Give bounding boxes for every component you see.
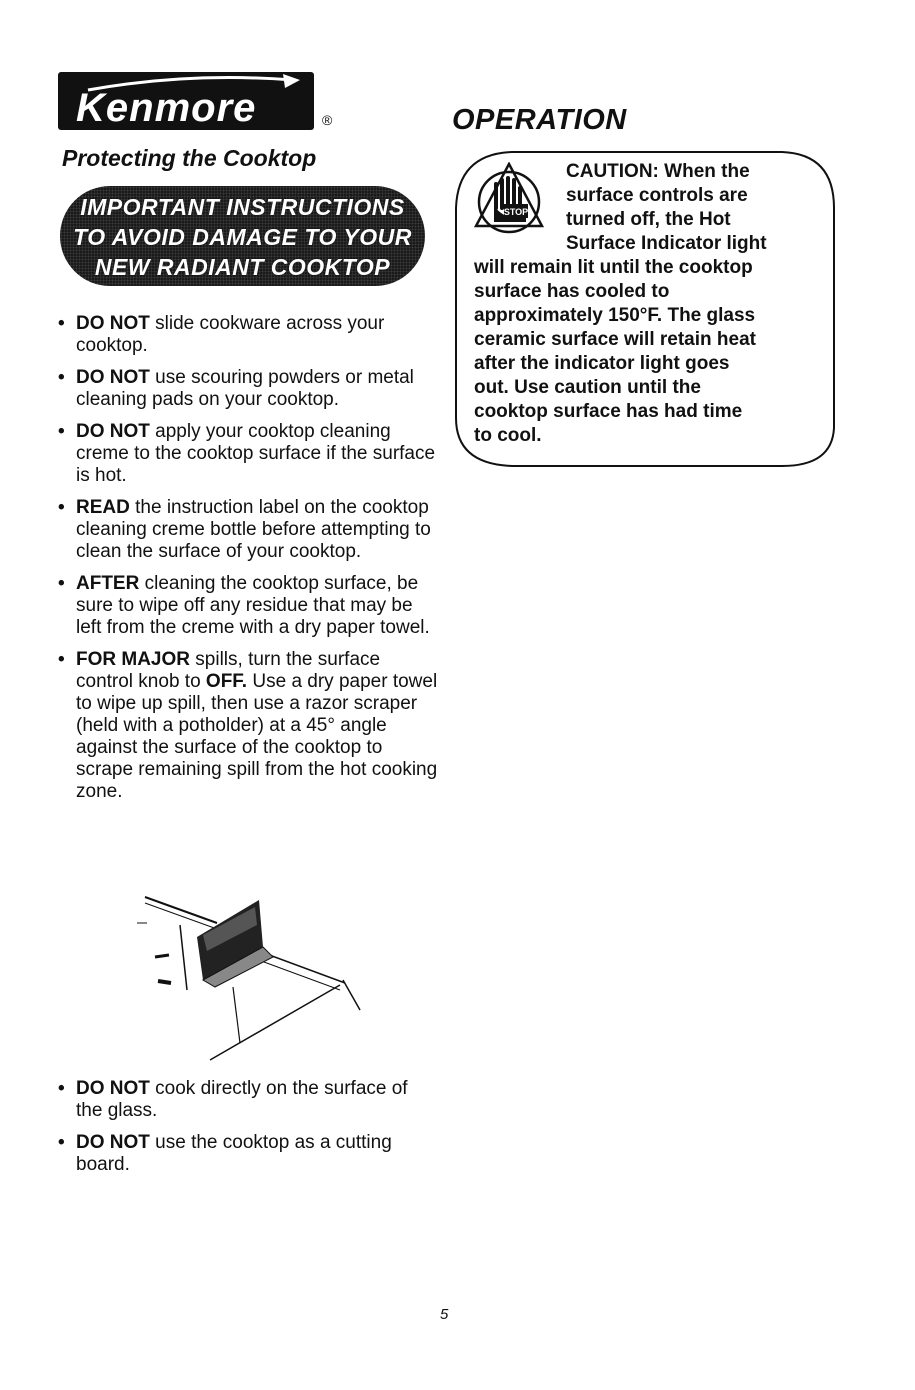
caution-line: surface controls are bbox=[566, 185, 748, 206]
razor-scraper-illustration bbox=[125, 895, 365, 1065]
caution-line: surface has cooled to bbox=[474, 281, 670, 302]
caution-line: CAUTION: When the bbox=[566, 161, 750, 182]
list-item: • DO NOT cook directly on the surface of the glass. bbox=[58, 1078, 438, 1122]
list-item: • READ the instruction label on the cooktop cleaning creme bottle before attempting to clean the surface of your cooktop. bbox=[58, 497, 438, 563]
caution-line: ceramic surface will retain heat bbox=[474, 329, 756, 350]
section-title: Protecting the Cooktop bbox=[62, 145, 317, 171]
instruction-list bbox=[58, 313, 438, 813]
list-item: • AFTER cleaning the cooktop surface, be sure to wipe off any residue that may be left from the creme with a dry paper towel. bbox=[58, 573, 438, 639]
caution-line: approximately 150°F. The glass bbox=[474, 305, 756, 326]
list-item: • DO NOT slide cookware across your cooktop. bbox=[58, 313, 438, 357]
instruction-list-continued bbox=[58, 1078, 438, 1186]
page-number: 5 bbox=[440, 1306, 449, 1323]
caution-line: out. Use caution until the bbox=[474, 377, 701, 398]
caution-line: will remain lit until the cooktop bbox=[474, 257, 753, 278]
list-item: • DO NOT use the cooktop as a cutting board. bbox=[58, 1132, 438, 1176]
banner-line-2: TO AVOID DAMAGE TO YOUR bbox=[73, 224, 412, 250]
list-item: • FOR MAJOR spills, turn the surface control knob to OFF. Use a dry paper towel to wipe up spill, then use a razor scraper (held with a potholder) at a 45° angle against the surface of the cooktop to scrape remaining spill from the hot cooking zone. bbox=[58, 649, 438, 803]
caution-line: cooktop surface has had time bbox=[474, 401, 743, 422]
caution-line: to cool. bbox=[474, 425, 542, 446]
list-item: • DO NOT apply your cooktop cleaning creme to the cooktop surface if the surface is hot. bbox=[58, 421, 438, 487]
caution-line: turned off, the Hot bbox=[566, 209, 731, 230]
caution-line: after the indicator light goes bbox=[474, 353, 730, 374]
kenmore-logo bbox=[58, 72, 314, 130]
important-instructions-banner bbox=[60, 186, 425, 286]
banner-line-3: NEW RADIANT COOKTOP bbox=[94, 254, 391, 280]
logo-text: Kenmore bbox=[76, 86, 257, 130]
stop-label: STOP bbox=[503, 207, 529, 217]
page-heading-operation: OPERATION bbox=[452, 104, 627, 136]
registered-mark: ® bbox=[322, 112, 333, 128]
caution-message bbox=[474, 160, 814, 448]
caution-line: Surface Indicator light bbox=[566, 233, 767, 254]
banner-line-1: IMPORTANT INSTRUCTIONS bbox=[80, 194, 405, 220]
list-item: • DO NOT use scouring powders or metal cleaning pads on your cooktop. bbox=[58, 367, 438, 411]
